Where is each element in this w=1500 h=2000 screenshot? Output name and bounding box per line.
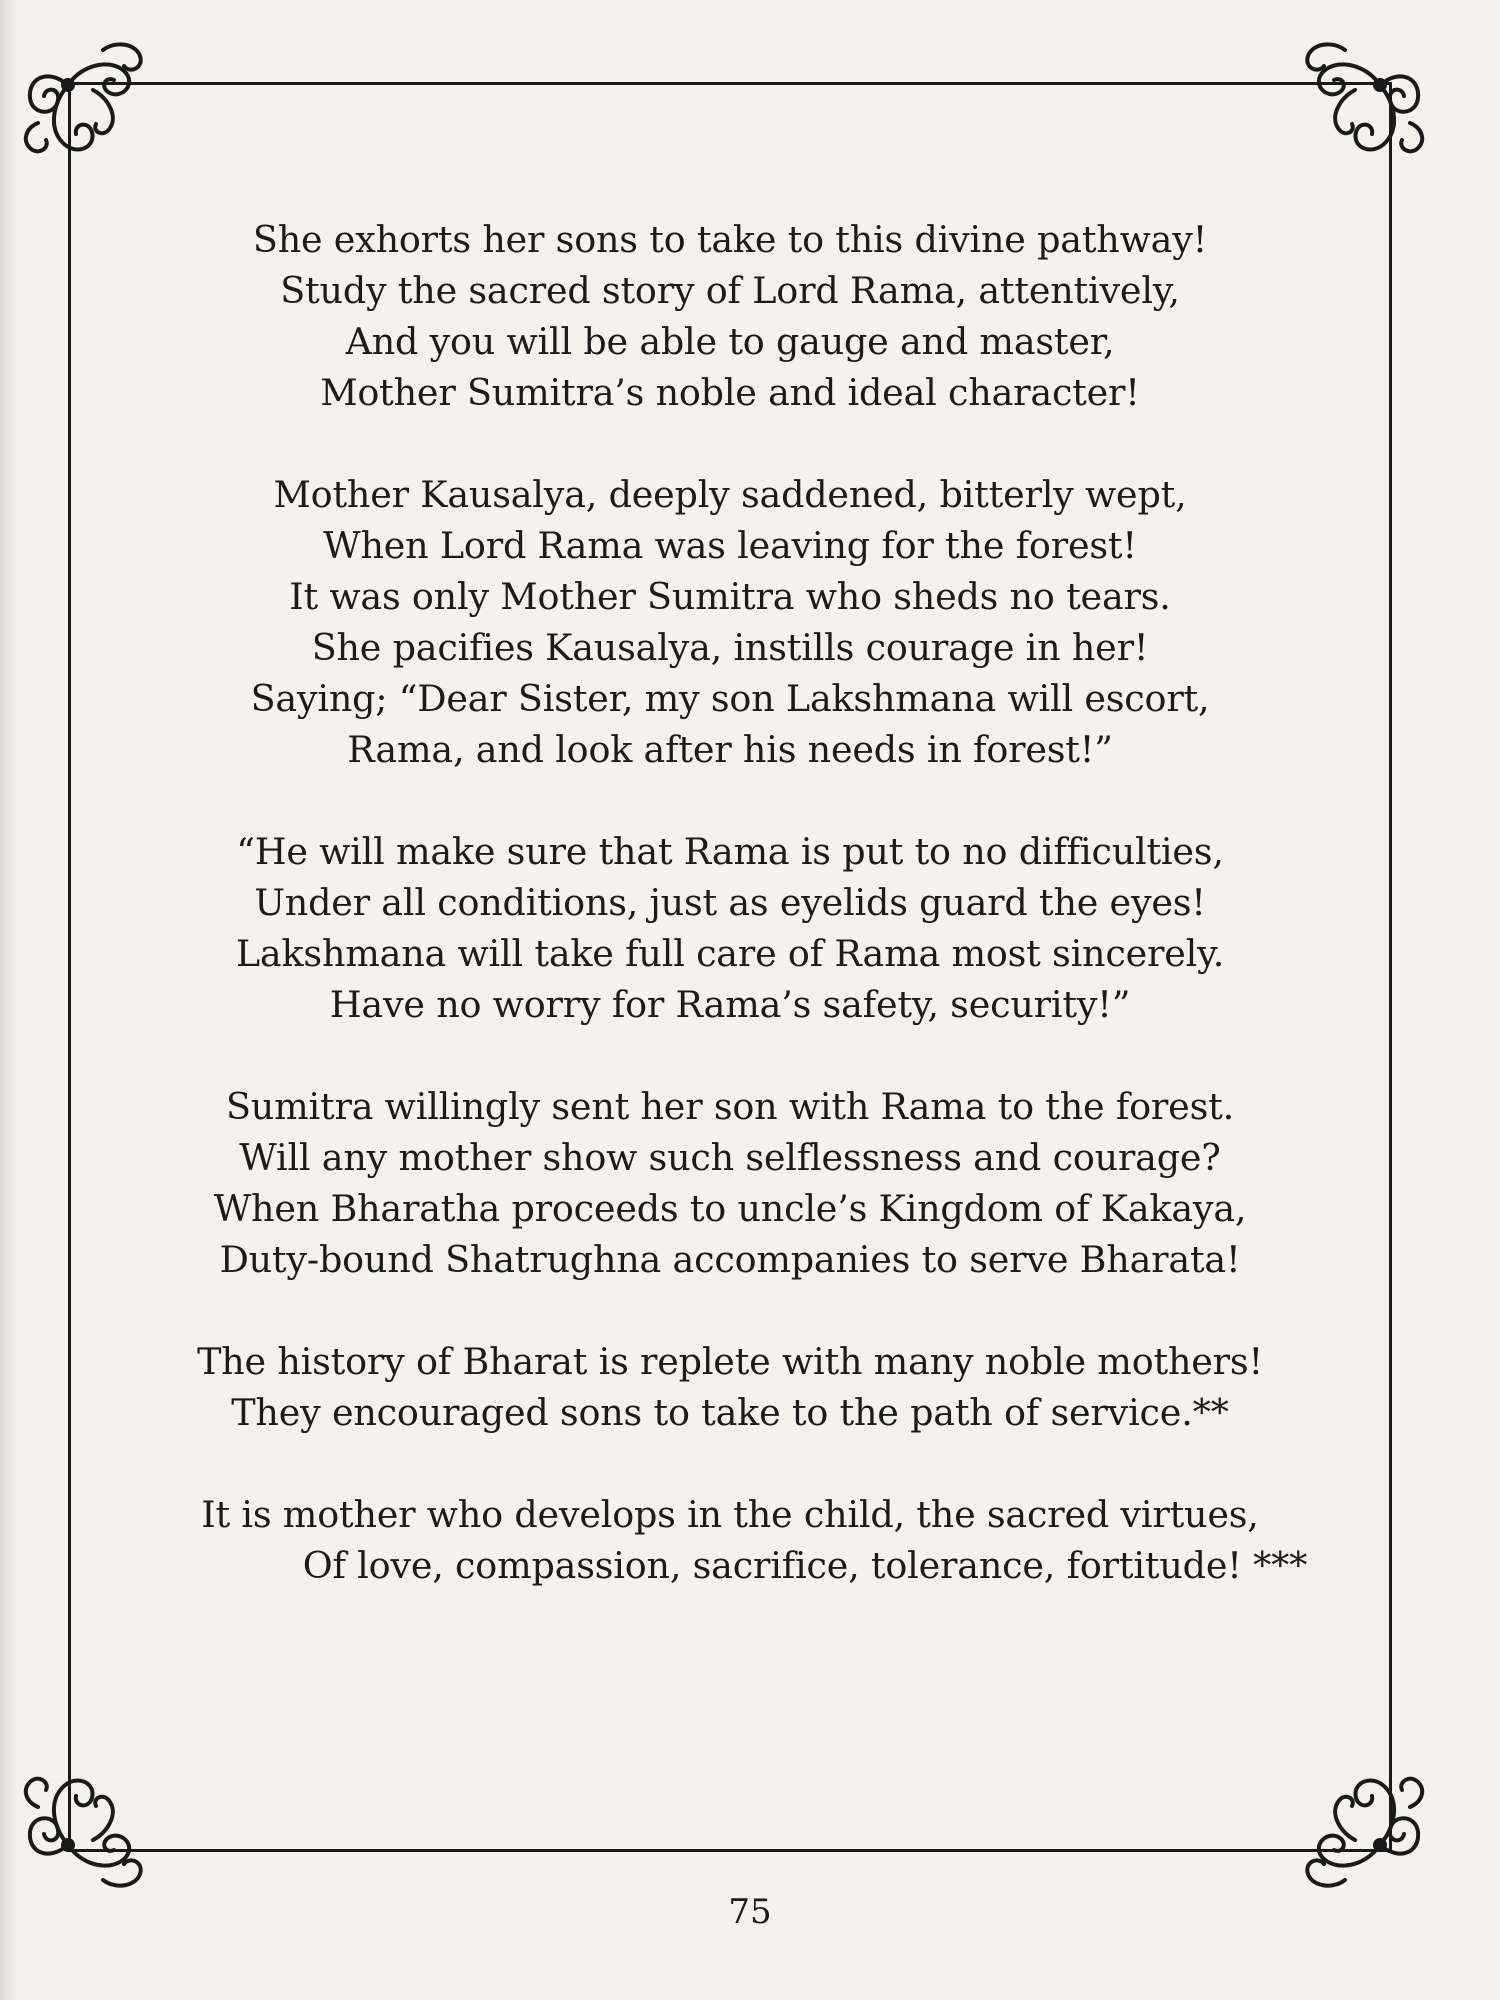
corner-ornament-top-left — [8, 28, 158, 178]
poem-line: Sumitra willingly sent her son with Rama to the forest. — [226, 1085, 1234, 1128]
poem-line: When Lord Rama was leaving for the forest! — [323, 524, 1137, 567]
poem-line: And you will be able to gauge and master, — [345, 320, 1115, 363]
poem-line: Have no worry for Rama’s safety, security!” — [329, 983, 1131, 1026]
poem-line: Will any mother show such selflessness and courage? — [239, 1136, 1221, 1179]
poem-line: Lakshmana will take full care of Rama most sincerely. — [235, 932, 1225, 975]
poem-line: The history of Bharat is replete with many noble mothers! — [197, 1340, 1263, 1383]
poem-line: Rama, and look after his needs in forest!” — [347, 728, 1113, 771]
stanza-2 — [120, 469, 1340, 775]
poem-line: It was only Mother Sumitra who sheds no tears. — [289, 575, 1171, 618]
poem-line: Study the sacred story of Lord Rama, attentively, — [280, 269, 1180, 312]
poem-line: When Bharatha proceeds to uncle’s Kingdom of Kakaya, — [213, 1187, 1247, 1230]
stanza-4 — [120, 1081, 1340, 1285]
gutter-shadow — [0, 0, 18, 2000]
poem-line: “He will make sure that Rama is put to no difficulties, — [236, 830, 1224, 873]
page-number: 75 — [728, 1892, 772, 1932]
stanza-1 — [120, 214, 1340, 418]
corner-ornament-bottom-left — [8, 1752, 158, 1902]
poem-line: She exhorts her sons to take to this divine pathway! — [252, 218, 1208, 261]
stanza-5 — [120, 1336, 1340, 1438]
poem-line: Duty-bound Shatrughna accompanies to serve Bharata! — [219, 1238, 1241, 1281]
poem-line: They encouraged sons to take to the path of service.** — [231, 1391, 1229, 1434]
corner-ornament-bottom-right — [1290, 1752, 1440, 1902]
stanza-3 — [120, 826, 1340, 1030]
poem-line: She pacifies Kausalya, instills courage in her! — [311, 626, 1149, 669]
stanza-6 — [120, 1489, 1340, 1591]
poem-body — [120, 214, 1340, 1642]
poem-line: Mother Sumitra’s noble and ideal character! — [320, 371, 1140, 414]
poem-line: Mother Kausalya, deeply saddened, bitterly wept, — [273, 473, 1187, 516]
poem-line: Saying; “Dear Sister, my son Lakshmana will escort, — [250, 677, 1210, 720]
poem-line: Of love, compassion, sacrifice, tolerance, fortitude! *** — [302, 1544, 1308, 1587]
corner-ornament-top-right — [1290, 28, 1440, 178]
poem-line: Under all conditions, just as eyelids guard the eyes! — [254, 881, 1206, 924]
poem-line: It is mother who develops in the child, the sacred virtues, — [201, 1493, 1259, 1536]
